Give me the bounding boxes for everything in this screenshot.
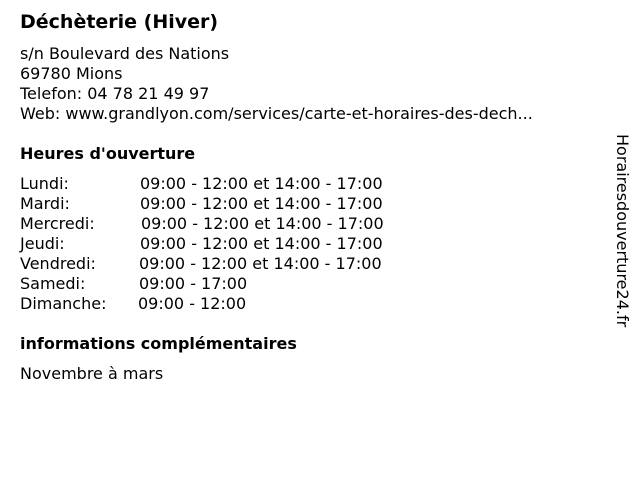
day-label: Vendredi:	[20, 254, 96, 273]
time-value: 09:00 - 12:00 et 14:00 - 17:00	[140, 174, 383, 193]
address-street: s/n Boulevard des Nations	[20, 44, 230, 63]
page-title: Déchèterie (Hiver)	[20, 11, 219, 33]
time-value: 09:00 - 12:00 et 14:00 - 17:00	[140, 234, 383, 253]
phone-number[interactable]: Telefon: 04 78 21 49 97	[20, 84, 210, 103]
day-label: Dimanche:	[20, 294, 107, 313]
info-text: Novembre à mars	[20, 364, 164, 383]
day-label: Lundi:	[20, 174, 69, 193]
time-value: 09:00 - 12:00	[138, 294, 247, 313]
time-value: 09:00 - 12:00 et 14:00 - 17:00	[139, 254, 382, 273]
address-block	[20, 44, 533, 124]
address-city: 69780 Mions	[20, 64, 123, 83]
day-label: Mardi:	[20, 194, 70, 213]
website-link[interactable]: Web: www.grandlyon.com/services/carte-et-horaires-des-dech...	[20, 104, 533, 123]
time-value: 09:00 - 17:00	[139, 274, 248, 293]
site-watermark: Horairesdouverture24.fr	[613, 134, 632, 328]
day-label: Jeudi:	[20, 234, 65, 253]
time-value: 09:00 - 12:00 et 14:00 - 17:00	[141, 214, 384, 233]
hours-heading: Heures d'ouverture	[20, 144, 196, 163]
time-value: 09:00 - 12:00 et 14:00 - 17:00	[140, 194, 383, 213]
day-label: Samedi:	[20, 274, 86, 293]
day-label: Mercredi:	[20, 214, 95, 233]
info-heading: informations complémentaires	[20, 334, 297, 353]
